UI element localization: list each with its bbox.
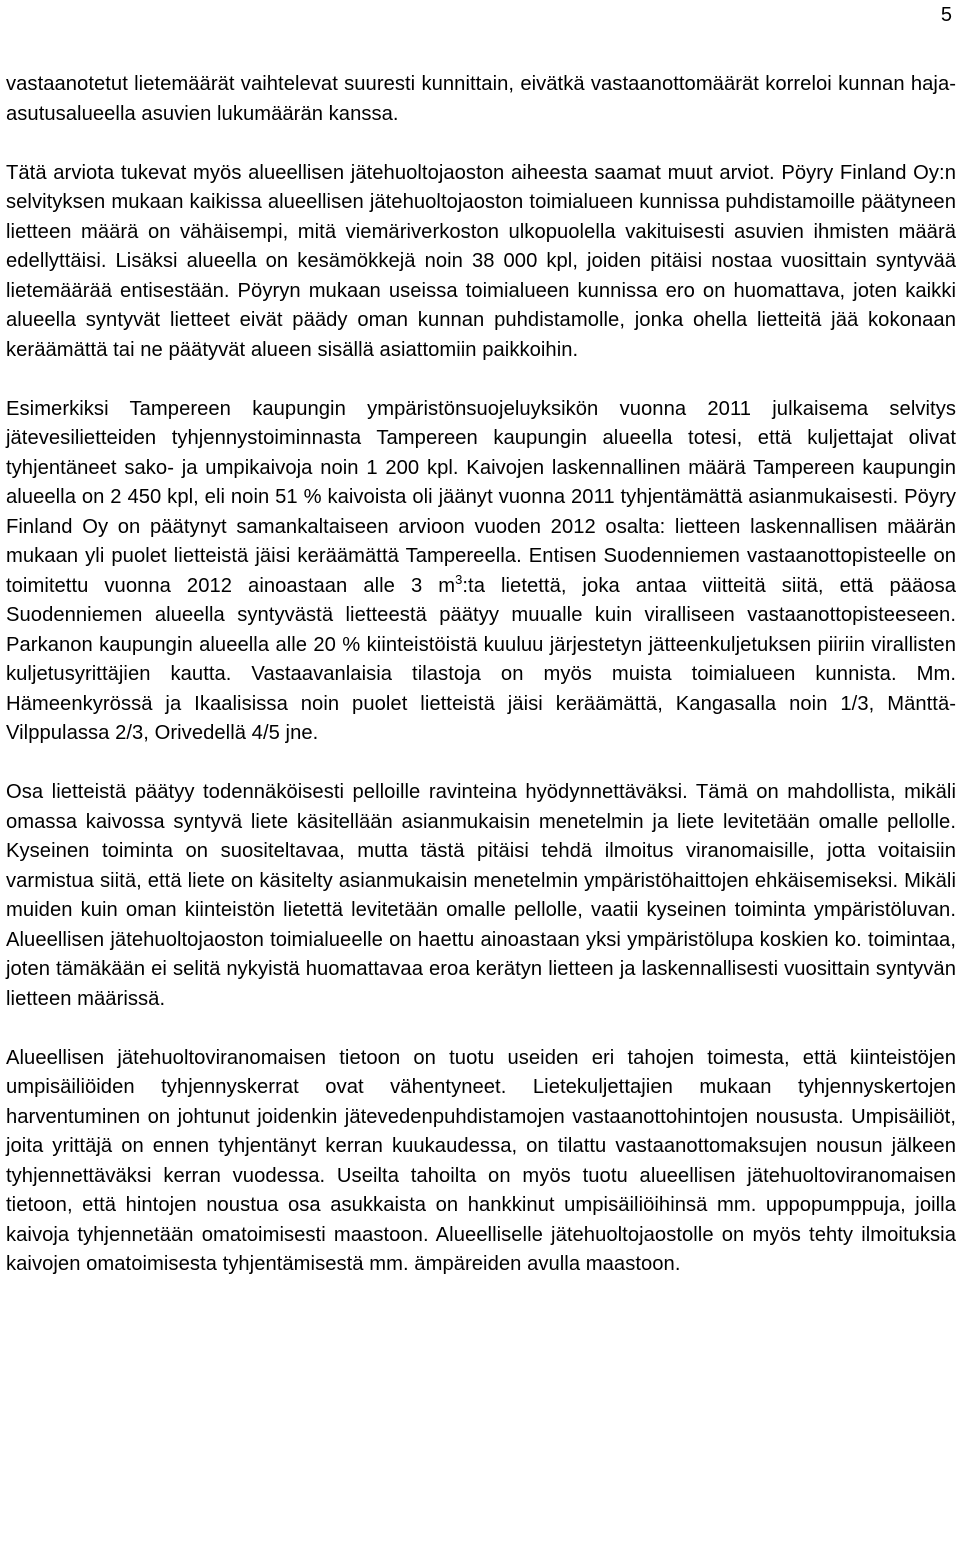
paragraph-1: vastaanotetut lietemäärät vaihtelevat suuresti kunnittain, eivätkä vastaanottomäärät korreloi kunnan haja-asutusalueella asuvien lukumäärän kanssa. [6, 73, 956, 125]
paragraph-2: Tätä arviota tukevat myös alueellisen jätehuoltojaoston aiheesta saamat muut arviot. Pöyry Finland Oy:n selvityksen mukaan kaikissa alueellisen jätehuoltojaoston toimialueen kunnissa puhdistamoille päätyneen lietteen määrä on vähäisempi, mitä viemäriverkoston ulkopuolella vakituisesti asuvien ihmisten määrä edellyttäisi. Lisäksi alueella on kesämökkejä noin 38 000 kpl, joiden pitäisi nostaa vuosittain syntyvää lietemäärää entisestään. Pöyryn mukaan useissa toimialueen kunnissa ero on huomattava, joten kaikki alueella syntyvät lietteet eivät päädy oman kunnan puhdistamolle, jonka ohella lietteitä jää kokonaan keräämättä tai ne päätyvät alueen sisällä asiattomiin paikkoihin. [6, 161, 956, 361]
paragraph-3 [6, 395, 956, 749]
paragraph-3-text-after: :ta lietettä, joka antaa viitteitä siitä, että pääosa Suodenniemen alueella syntyvästä lietteestä päätyy muualle kuin viralliseen vastaanottopisteeseen. Parkanon kaupungin alueella alle 20 % kiinteistöistä kuuluu järjestetyn jätteenkuljetuksen piiriin virallisten kuljetusyrittäjien kautta. Vastaavanlaisia tilastoja on myös muista toimialueen kunnista. Mm. Hämeenkyrössä ja Ikaalisissa noin puolet lietteistä jäisi keräämättä, Kangasalla noin 1/3, Mänttä-Vilppulassa 2/3, Orivedellä 4/5 jne. [6, 574, 956, 744]
paragraph-3-text-before: Esimerkiksi Tampereen kaupungin ympäristönsuojeluyksikön vuonna 2011 julkaisema selvitys jätevesilietteiden tyhjennystoiminnasta Tampereen kaupungin alueella totesi, että kuljettajat olivat tyhjentäneet sako- ja umpikaivoja noin 1 200 kpl. Kaivojen laskennallinen määrä Tampereen kaupungin alueella on 2 450 kpl, eli noin 51 % kaivoista oli jäänyt vuonna 2011 tyhjentämättä asianmukaisesti. Pöyry Finland Oy on päätynyt samankaltaiseen arvioon vuoden 2012 osalta: lietteen laskennallisen määrän mukaan yli puolet lietteistä jäisi keräämättä Tampereella. Entisen Suodenniemen vastaanottopisteelle on toimitettu vuonna 2012 ainoastaan alle 3 m [6, 397, 956, 597]
page-number: 5 [940, 4, 952, 26]
cubic-superscript: 3 [455, 571, 463, 587]
paragraph-5: Alueellisen jätehuoltoviranomaisen tietoon on tuotu useiden eri tahojen toimesta, että kiinteistöjen umpisäiliöiden tyhjennyskerrat ovat vähentyneet. Lietekuljettajien mukaan tyhjennyskertojen harventuminen on johtunut joidenkin jätevedenpuhdistamojen vastaanottohintojen noususta. Umpisäiliöt, joita yrittäjä on ennen tyhjentänyt kerran kuukaudessa, on tilattu vastaanottomaksujen nousun jälkeen tyhjennettäväksi kerran vuodessa. Useilta tahoilta on myös tuotu alueellisen jätehuoltoviranomaisen tietoon, että hintojen noustua osa asukkaista on hankkinut umpisäiliöihinsä mm. uppopumppuja, joilla kaivoja tyhjennetään omatoimisesti maastoon. Alueelliselle jätehuoltojaostolle on myös tehty ilmoituksia kaivojen omatoimisesta tyhjentämisestä mm. ämpäreiden avulla maastoon. [6, 1046, 956, 1275]
paragraph-4: Osa lietteistä päätyy todennäköisesti pelloille ravinteina hyödynnettäväksi. Tämä on mahdollista, mikäli omassa kaivossa syntyvä liete käsitellään asianmukaisin menetelmin ja liete levitetään omalle pellolle. Kyseinen toiminta on suositeltavaa, mutta tästä pitäisi tehdä ilmoitus viranomaisille, jotta voitaisiin varmistua siitä, että liete on käsitelty asianmukaisin menetelmin ympäristöhaittojen ehkäisemiseksi. Mikäli muiden kuin oman kiinteistön lietettä levitetään omalle pellolle, vaatii kyseinen toiminta ympäristöluvan. Alueellisen jätehuoltojaoston toimialueelle on haettu ainoastaan yksi ympäristölupa koskien ko. toimintaa, joten tämäkään ei selitä nykyistä huomattavaa eroa kerätyn lietteen ja laskennallisesti vuosittain syntyvän lietteen määrissä. [6, 781, 956, 1010]
document-body [6, 70, 956, 1309]
